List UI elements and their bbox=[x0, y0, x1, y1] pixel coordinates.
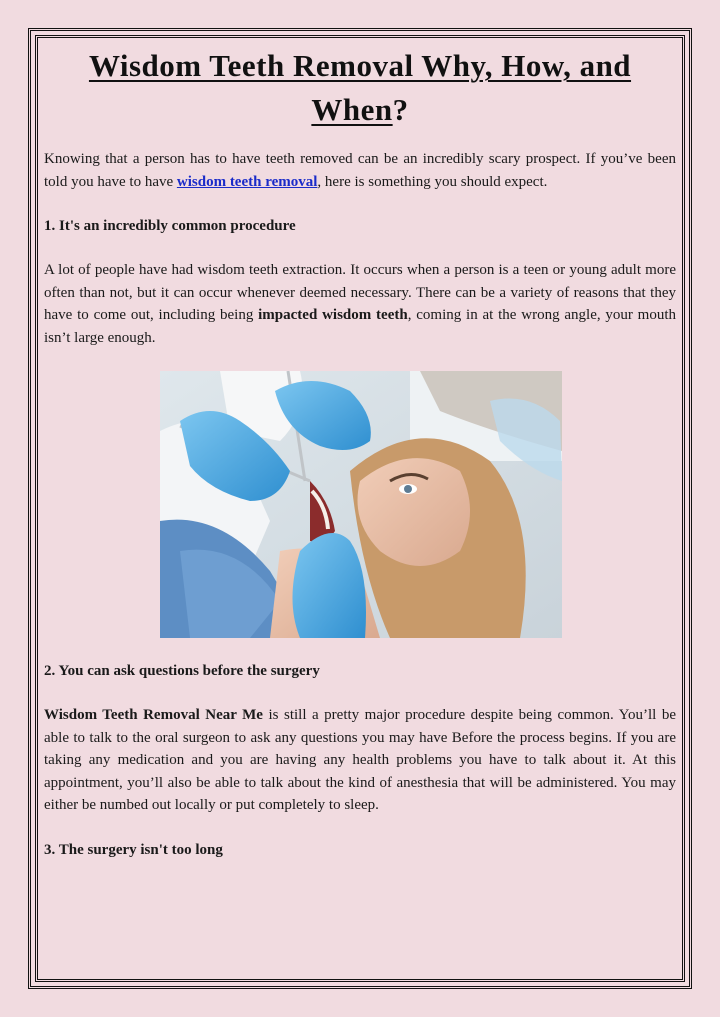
section-2-paragraph bbox=[44, 704, 676, 817]
section-1-paragraph bbox=[44, 259, 676, 349]
section-3-heading: 3. The surgery isn't too long bbox=[44, 841, 223, 858]
dental-procedure-photo bbox=[160, 371, 562, 638]
section-2-text: is still a pretty major procedure despite being common. You’ll be able to talk to the oral surgeon to ask any questions you may have Before the process begins. If you are taking any medication and you are having any health problems you have to talk about it. At this appointment, you’ll also be able to talk about the kind of anesthesia that will be administered. You may either be numbed out locally or put completely to sleep. bbox=[44, 707, 676, 813]
wisdom-teeth-removal-link[interactable]: wisdom teeth removal bbox=[176, 173, 318, 190]
document-body bbox=[44, 44, 676, 861]
wisdom-teeth-removal-near-me-bold: Wisdom Teeth Removal Near Me bbox=[44, 707, 263, 723]
impacted-wisdom-teeth-bold: impacted wisdom teeth bbox=[258, 307, 408, 323]
section-1-heading: 1. It's an incredibly common procedure bbox=[44, 218, 296, 234]
title-question-mark: ? bbox=[392, 92, 409, 127]
section-1-text-end: , coming in at the wrong angle, your mouth isn’t large enough. bbox=[44, 307, 677, 346]
intro-paragraph bbox=[44, 148, 676, 193]
section-1-text-start: A lot of people have had wisdom teeth extraction. It occurs when a person is a teen or young adult more often than not, but it can occur whenever deemed necessary. There can be a variety of reasons that they have to come out, including being bbox=[44, 262, 676, 323]
section-2-heading: 2. You can ask questions before the surgery bbox=[44, 663, 320, 679]
page-title bbox=[44, 44, 676, 132]
intro-text-start: Knowing that a person has to have teeth removed can be an incredibly scary prospect. If you’ve been told you have to have bbox=[44, 151, 676, 190]
intro-text-end: , here is something you should expect. bbox=[317, 173, 548, 190]
title-line-1: Wisdom Teeth Removal Why, How, and bbox=[88, 48, 632, 83]
title-line-2: When bbox=[311, 92, 393, 127]
dental-photo-illustration bbox=[160, 371, 562, 638]
